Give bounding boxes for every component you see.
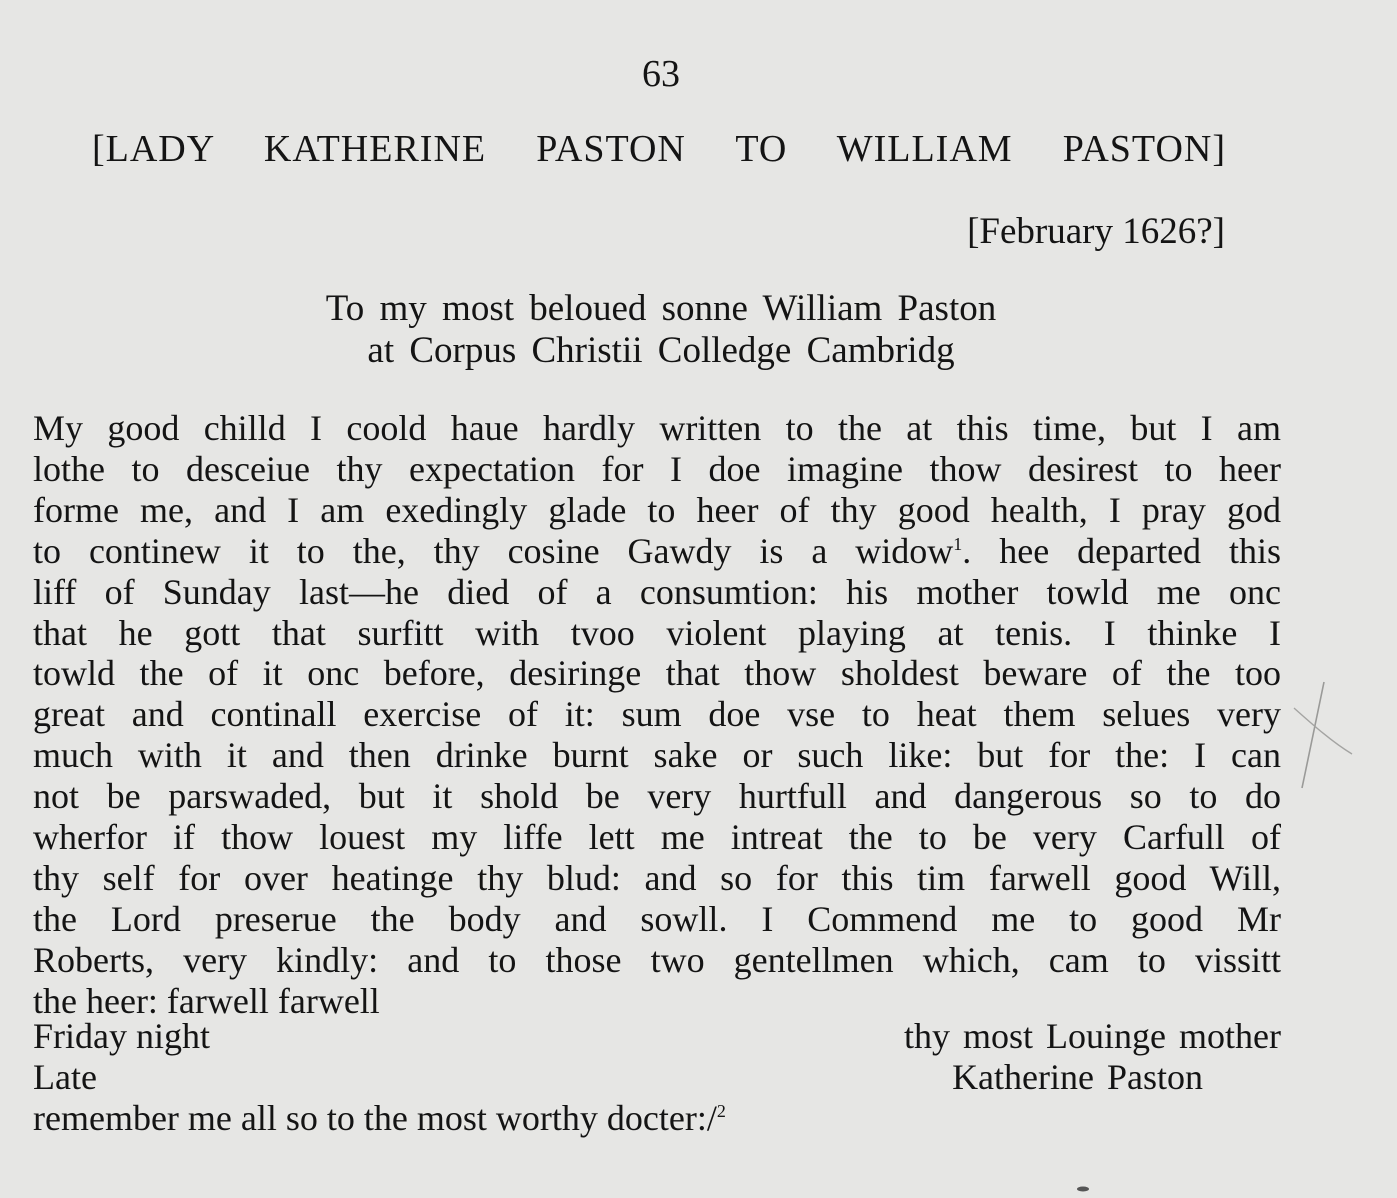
body-line-13: the Lord preserue the body and sowll. I Commend me to good Mr xyxy=(33,898,1281,939)
body-line-4 xyxy=(33,531,1281,572)
footnote-marker-2: 2 xyxy=(716,1101,726,1121)
body-line-4-rest: . hee departed this xyxy=(962,530,1281,571)
body-line-5: liff of Sunday last—he died of a consumtion: his mother towld me onc xyxy=(33,571,1281,612)
body-line-10: not be parswaded, but it shold be very hurtfull and dangerous so to do xyxy=(33,776,1281,817)
letter-body xyxy=(33,408,1281,1022)
body-line-11: wherfor if thow louest my liffe lett me intreat the to be very Carfull of xyxy=(33,817,1281,858)
ink-speck-icon xyxy=(1076,1186,1090,1192)
signature: Katherine Paston xyxy=(952,1057,1203,1097)
body-line-6: that he gott that surfitt with tvoo violent playing at tenis. I thinke I xyxy=(33,612,1281,653)
address-line-1: To my most beloued sonne William Paston xyxy=(325,288,997,329)
pencil-mark-icon xyxy=(1288,680,1358,790)
valediction: thy most Louinge mother xyxy=(904,1016,1281,1056)
body-line-1: My good chilld I coold haue hardly written to the at this time, but I am xyxy=(33,408,1281,448)
page-number: 63 xyxy=(642,53,680,95)
body-line-7: towld the of it onc before, desiringe that thow sholdest beware of the too xyxy=(33,653,1281,694)
letter-date: [February 1626?] xyxy=(967,211,1225,252)
postscript xyxy=(33,1098,1281,1139)
closing-time: Friday night xyxy=(33,1016,210,1056)
body-line-8: great and continall exercise of it: sum doe vse to heat them selues very xyxy=(33,694,1281,735)
body-line-3: forme me, and I am exedingly glade to heer of thy good health, I pray god xyxy=(33,489,1281,530)
footnote-marker-1: 1 xyxy=(953,533,963,554)
postscript-text: remember me all so to the most worthy docter:/ xyxy=(33,1098,717,1138)
body-line-12: thy self for over heatinge thy blud: and so for this tim farwell good Will, xyxy=(33,857,1281,898)
address-line-2: at Corpus Christii Colledge Cambridg xyxy=(367,330,955,371)
letter-address xyxy=(0,288,1322,372)
body-line-2: lothe to desceiue thy expectation for I doe imagine thow desirest to heer xyxy=(33,448,1281,489)
letter-closing xyxy=(33,1016,1281,1139)
body-line-15: the heer: farwell farwell xyxy=(33,980,380,1021)
body-line-14: Roberts, very kindly: and to those two gentellmen which, cam to vissitt xyxy=(33,939,1281,980)
body-line-9: much with it and then drinke burnt sake or such like: but for the: I can xyxy=(33,735,1281,776)
closing-row-1 xyxy=(33,1016,1281,1057)
closing-row-2 xyxy=(33,1057,1281,1098)
letter-title: [LADY KATHERINE PASTON TO WILLIAM PASTON] xyxy=(92,128,1226,170)
closing-time-late: Late xyxy=(33,1057,97,1097)
body-line-4-text: to continew it to the, thy cosine Gawdy is a widow xyxy=(33,530,954,571)
